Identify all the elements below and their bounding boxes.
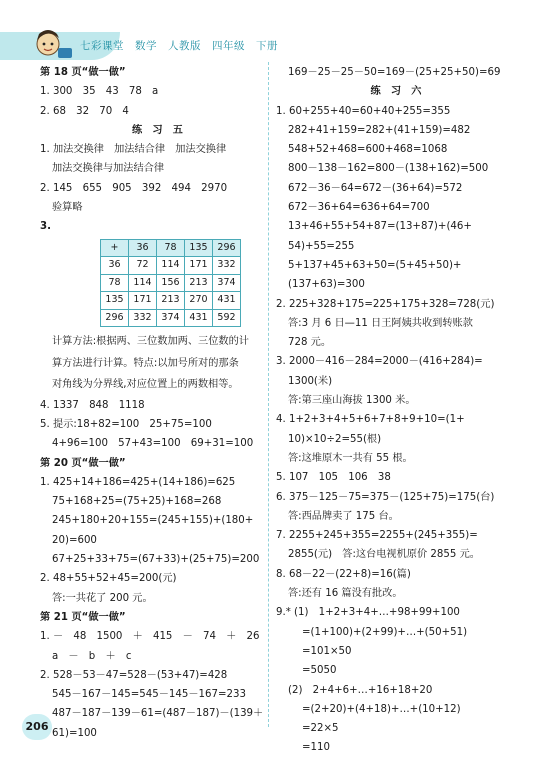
table-cell: 296	[101, 309, 129, 327]
text-line: 2. 528－53－47=528－(53+47)=428	[40, 669, 228, 681]
table-cell: 431	[213, 292, 241, 310]
text-line: 8. 68－22－(22+8)=16(篇)	[276, 568, 411, 580]
page-number: 206	[22, 714, 52, 740]
header-title: 七彩课堂 数学 人教版 四年级 下册	[80, 40, 278, 52]
mascot-icon	[30, 28, 74, 62]
table-row	[101, 274, 241, 292]
text-line: 672－36－64=672－(36+64)=572	[288, 182, 463, 194]
table-cell: 36	[129, 239, 157, 257]
table-cell: 332	[213, 257, 241, 275]
text-line: a － b ＋ c	[52, 650, 132, 662]
table-cell: 78	[157, 239, 185, 257]
text-line: 第 20 页“做一做”	[40, 457, 126, 469]
table-cell: 114	[157, 257, 185, 275]
text-line: 答:第三座山海拔 1300 米。	[288, 395, 416, 407]
text-line: 728 元。	[288, 337, 332, 349]
table-cell: 270	[185, 292, 213, 310]
text-line: 2. 225+328+175=225+175+328=728(元)	[276, 298, 495, 310]
text-line: 练 习 六	[370, 86, 422, 98]
text-line: 3.	[40, 221, 51, 233]
table-cell: 374	[213, 274, 241, 292]
table-cell: 213	[185, 274, 213, 292]
text-line: 1. 60+255+40=60+40+255=355	[276, 105, 451, 117]
text-line: 10)×10÷2=55(根)	[288, 433, 382, 445]
text-line: (2) 2+4+6+…+16+18+20	[288, 684, 433, 696]
text-line: 2. 145 655 905 392 494 2970	[40, 182, 228, 194]
text-line: 20)=600	[52, 534, 97, 546]
text-line: 验算略	[52, 202, 83, 214]
text-line: 5. 提示:18+82=100 25+75=100	[40, 418, 212, 430]
text-line: 7. 2255+245+355=2255+(245+355)=	[276, 530, 478, 542]
table-cell: 592	[213, 309, 241, 327]
text-line: 3. 2000－416－284=2000－(416+284)=	[276, 356, 483, 368]
text-line: =5050	[302, 665, 337, 677]
table-cell: 114	[129, 274, 157, 292]
text-line: 4. 1337 848 1118	[40, 399, 145, 411]
text-line: 169－25－25－50=169－(25+25+50)=69	[288, 67, 501, 78]
text-line: 练 习 五	[132, 124, 183, 136]
text-line: 548+52+468=600+468=1068	[288, 144, 448, 156]
text-line: 第 21 页“做一做”	[40, 611, 126, 623]
text-line: 1300(米)	[288, 375, 333, 387]
text-line: =(1+100)+(2+99)+…+(50+51)	[302, 626, 468, 638]
text-line: (137+63)=300	[288, 279, 365, 291]
left-column	[40, 63, 275, 743]
text-line: 282+41+159=282+(41+159)=482	[288, 124, 471, 136]
text-line: 61)=100	[52, 727, 97, 739]
text-line: 245+180+20+155=(245+155)+(180+	[52, 515, 254, 527]
table-cell: +	[101, 239, 129, 257]
table-cell: 171	[129, 292, 157, 310]
text-line: 1. － 48 1500 ＋ 415 － 74 ＋ 26	[40, 631, 260, 643]
text-line: 75+168+25=(75+25)+168=268	[52, 496, 222, 508]
addition-table	[100, 239, 241, 328]
table-cell: 36	[101, 257, 129, 275]
text-line: 1. 300 35 43 78 a	[40, 86, 159, 98]
text-line: 54)+55=255	[288, 240, 355, 252]
table-cell: 72	[129, 257, 157, 275]
table-cell: 135	[101, 292, 129, 310]
left-lines-bottom	[40, 331, 275, 743]
text-line: 第 18 页“做一做”	[40, 67, 126, 78]
text-line: 答:3 月 6 日—11 日王阿姨共收到转账款	[288, 317, 473, 329]
text-line: =(2+20)+(4+18)+…+(10+12)	[302, 703, 461, 715]
text-line: 答:一共花了 200 元。	[52, 592, 153, 604]
text-line: =22×5	[302, 723, 339, 735]
text-line: 4+96=100 57+43=100 69+31=100	[52, 438, 254, 450]
text-line: 672－36+64=636+64=700	[288, 202, 430, 214]
table-cell: 374	[157, 309, 185, 327]
table-cell: 171	[185, 257, 213, 275]
text-line: 5. 107 105 106 38	[276, 472, 391, 484]
text-line: 答:还有 16 篇没有批改。	[288, 588, 403, 600]
table-cell: 332	[129, 309, 157, 327]
table-cell: 156	[157, 274, 185, 292]
text-line: 6. 375－125－75=375－(125+75)=175(台)	[276, 491, 495, 503]
text-line: 487－187－139－61=(487－187)－(139＋	[52, 708, 264, 720]
text-line: 算方法进行计算。特点:以加号所对的那条	[52, 357, 239, 369]
table-row	[101, 309, 241, 327]
table-row	[101, 257, 241, 275]
text-line: 2. 48+55+52+45=200(元)	[40, 573, 177, 585]
table-cell: 78	[101, 274, 129, 292]
text-line: 545－167－145=545－145－167=233	[52, 689, 246, 701]
text-line: 9.* (1) 1+2+3+4+…+98+99+100	[276, 607, 460, 619]
text-line: 2855(元) 答:这台电视机原价 2855 元。	[288, 549, 480, 561]
text-line: 1. 425+14+186=425+(14+186)=625	[40, 476, 236, 488]
right-lines	[276, 63, 516, 758]
table-cell: 431	[185, 309, 213, 327]
table-cell: 296	[213, 239, 241, 257]
text-line: 800－138－162=800－(138+162)=500	[288, 163, 489, 175]
table-cell: 213	[157, 292, 185, 310]
text-line: 计算方法:根据两、三位数加两、三位数的计	[52, 336, 249, 348]
right-column	[276, 63, 516, 758]
text-line: 加法交换律与加法结合律	[52, 163, 165, 175]
text-line: =110	[302, 742, 330, 754]
text-line: =101×50	[302, 645, 352, 657]
text-line: 67+25+33+75=(67+33)+(25+75)=200	[52, 554, 260, 566]
text-line: 4. 1+2+3+4+5+6+7+8+9+10=(1+	[276, 414, 465, 426]
table-row	[101, 239, 241, 257]
text-line: 2. 68 32 70 4	[40, 105, 129, 117]
header-band	[0, 0, 544, 60]
left-lines-top	[40, 63, 275, 237]
table-row	[101, 292, 241, 310]
text-line: 答:西品牌卖了 175 台。	[288, 510, 399, 522]
text-line: 13+46+55+54+87=(13+87)+(46+	[288, 221, 472, 233]
text-line: 5+137+45+63+50=(5+45+50)+	[288, 259, 462, 271]
text-line: 对角线为分界线,对应位置上的两数相等。	[52, 379, 239, 391]
table-cell: 135	[185, 239, 213, 257]
text-line: 答:这堆原木一共有 55 根。	[288, 452, 413, 464]
text-line: 1. 加法交换律 加法结合律 加法交换律	[40, 144, 227, 156]
